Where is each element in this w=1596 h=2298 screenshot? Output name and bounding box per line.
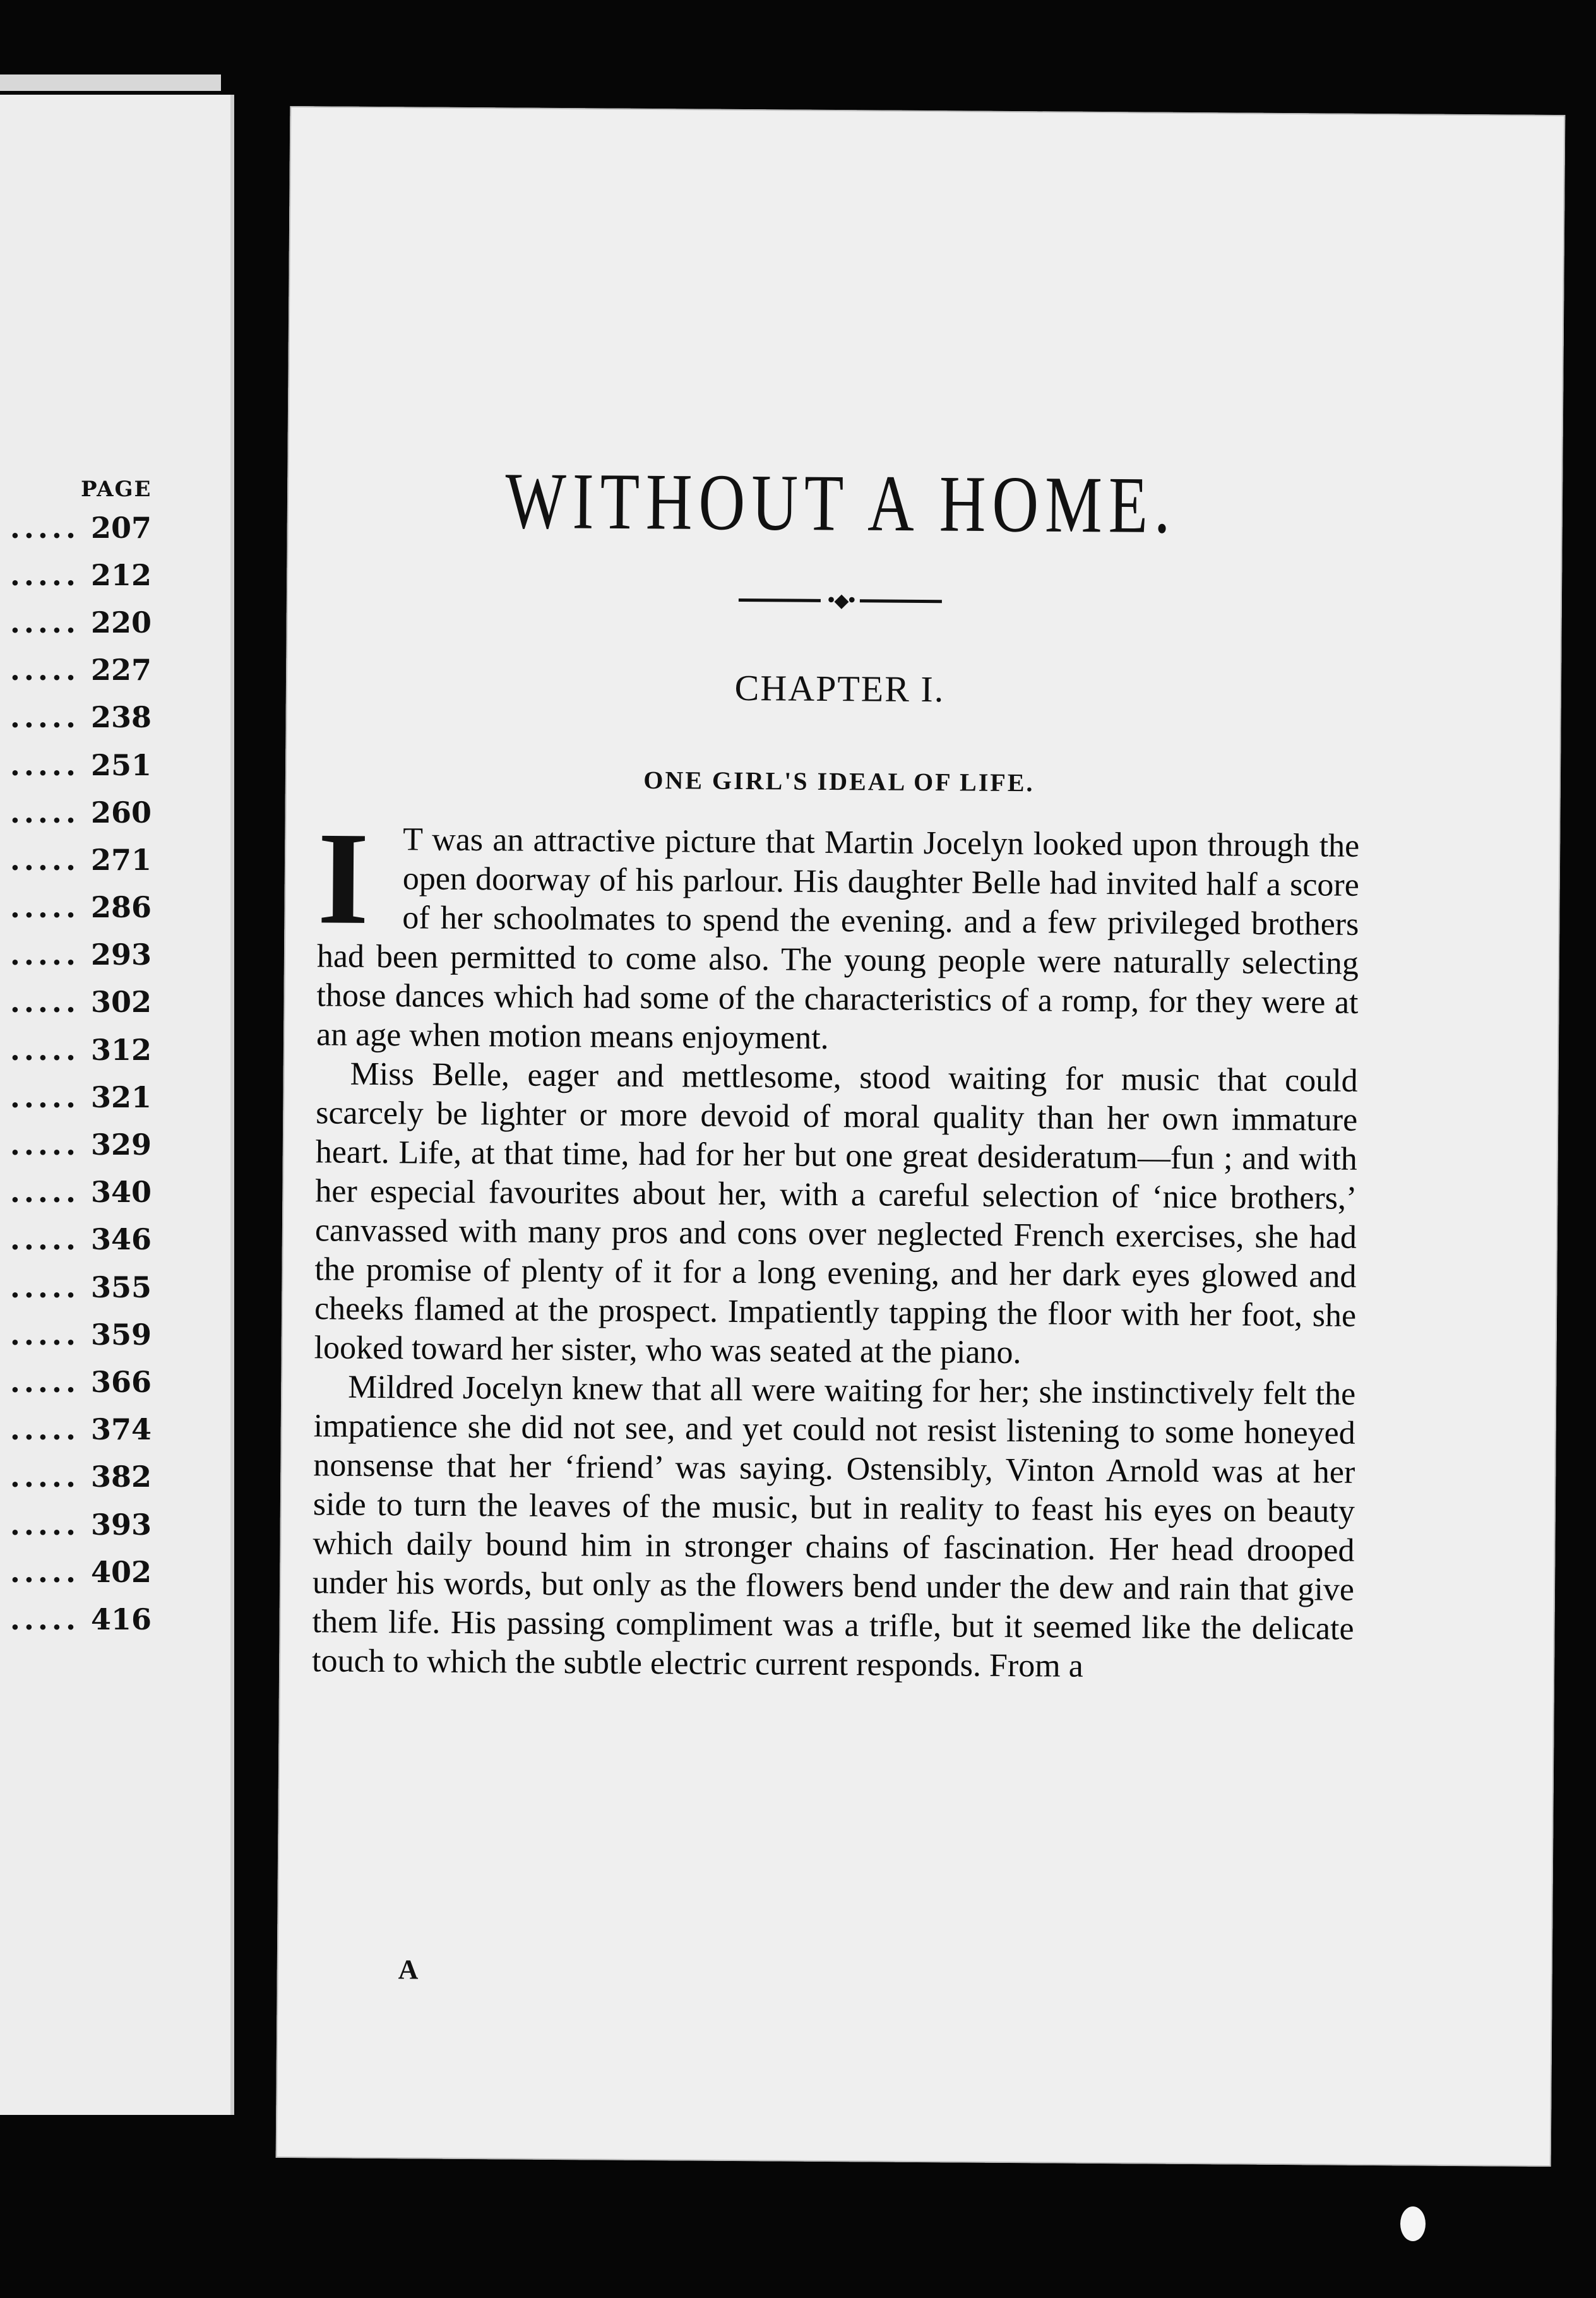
toc-entry	[0, 1406, 152, 1453]
toc-page-number: 359	[90, 1317, 152, 1352]
toc-entry	[0, 1263, 152, 1311]
paragraph: Miss Belle, eager and mettlesome, stood waiting for music that could scarcely be lighter or more devoid of moral quality than her own immature heart. Life, at that time, had for her but one great desideratum—fun ; and with her especial favourites about her, with a careful selection of ‘nice brothers,’ canvassed with many pros and cons over neglected French exercises, she had the promise of plenty of it for a long evening, and her dark eyes glowed and cheeks flamed at the prospect. Impatiently tapping the floor with her foot, she looked toward her sister, who was seated at the piano.	[314, 1056, 1358, 1371]
toc-entry	[0, 1026, 152, 1073]
toc-page-number: 251	[90, 747, 152, 782]
toc-page-number: 393	[90, 1507, 152, 1542]
toc-entry	[0, 1073, 152, 1121]
toc-page-number: 271	[90, 842, 152, 877]
toc-leader-dots: .....	[9, 842, 80, 877]
toc-entry	[0, 741, 152, 789]
toc-leader-dots: .....	[9, 1080, 80, 1114]
toc-entry	[0, 598, 152, 646]
toc-page-number: 220	[90, 605, 152, 640]
toc-leader-dots: .....	[9, 890, 80, 925]
toc-page-number: 212	[90, 557, 152, 592]
previous-page-edge	[0, 74, 221, 91]
ornament-dots: •◆•	[825, 589, 855, 612]
toc-entry	[0, 1311, 152, 1358]
toc-entry	[0, 836, 152, 883]
toc-page-number: 340	[90, 1175, 152, 1210]
toc-entry	[0, 979, 152, 1026]
toc-leader-dots: .....	[9, 1032, 80, 1067]
chapter-heading: CHAPTER I.	[734, 667, 945, 710]
toc-entry	[0, 1548, 152, 1595]
drop-cap-initial: I	[317, 805, 370, 952]
toc-page-number: 366	[90, 1364, 152, 1399]
toc-page-number: 227	[90, 653, 152, 688]
toc-leader-dots: .....	[9, 1270, 80, 1304]
toc-entry	[0, 1595, 152, 1643]
toc-leader-dots: .....	[9, 795, 80, 830]
chapter-subtitle: ONE GIRL'S IDEAL OF LIFE.	[643, 765, 1035, 797]
toc-leader-dots: .....	[9, 1412, 80, 1447]
toc-entry	[0, 884, 152, 931]
toc-entry	[0, 789, 152, 836]
toc-page-number-list	[0, 504, 152, 1643]
toc-leader-dots: .....	[9, 510, 80, 545]
toc-entry	[0, 694, 152, 741]
paragraph	[316, 805, 1360, 1062]
toc-page-number: 260	[90, 795, 152, 830]
title-ornament	[319, 586, 1361, 616]
toc-leader-dots: .....	[9, 1460, 80, 1494]
toc-page-header: PAGE	[81, 477, 152, 502]
toc-leader-dots: .....	[9, 1175, 80, 1210]
toc-leader-dots: .....	[9, 653, 80, 688]
toc-page-number: 293	[90, 938, 152, 972]
chapter-body-text	[311, 805, 1360, 1688]
book-page	[276, 106, 1566, 2167]
scan-speck	[1400, 2206, 1426, 2241]
toc-page-number: 329	[90, 1128, 152, 1162]
toc-entry	[0, 1501, 152, 1548]
toc-page-number: 321	[90, 1080, 152, 1114]
previous-page	[0, 95, 234, 2115]
book-title: WITHOUT A HOME.	[504, 456, 1177, 551]
toc-leader-dots: .....	[9, 1602, 80, 1636]
toc-page-number: 302	[90, 985, 152, 1020]
toc-leader-dots: .....	[9, 1507, 80, 1542]
toc-leader-dots: .....	[9, 1317, 80, 1352]
paragraph: Mildred Jocelyn knew that all were waiting for her; she instinctively felt the impatience she did not see, and yet could not resist listening to some honeyed nonsense that her ‘friend’ was saying. Ostensibly, Vinton Arnold was at her side to turn the leaves of the music, but in reality to feast his eyes on beauty which daily bound him in stronger chains of fascination. Her head drooped under his words, but only as the flowers bend under the dew and rain that give them life. His passing compliment was a trifle, but it seemed like the delicate touch to which the subtle electric current responds. From a	[311, 1369, 1356, 1684]
paragraph-text: T was an attractive picture that Martin Jocelyn looked upon through the open doorway of his parlour. His daughter Belle had invited half a score of her schoolmates to spend the evening. and a few privileged brothers had been permitted to come also. The young people were naturally selecting those dances which had some of the characteristics of a romp, for they were at an age when motion means enjoyment.	[316, 821, 1360, 1056]
toc-entry	[0, 1453, 152, 1501]
toc-entry	[0, 551, 152, 598]
toc-leader-dots: .....	[9, 700, 80, 735]
toc-page-number: 402	[90, 1554, 152, 1589]
toc-entry	[0, 1358, 152, 1405]
toc-page-number: 238	[90, 700, 152, 735]
toc-leader-dots: .....	[9, 938, 80, 972]
toc-page-number: 374	[90, 1412, 152, 1447]
toc-page-number: 416	[90, 1602, 152, 1636]
toc-leader-dots: .....	[9, 985, 80, 1020]
toc-page-number: 346	[90, 1222, 152, 1257]
toc-page-number: 382	[90, 1460, 152, 1494]
toc-leader-dots: .....	[9, 1222, 80, 1257]
signature-mark: A	[398, 1954, 419, 1985]
toc-entry	[0, 1169, 152, 1216]
toc-entry	[0, 646, 152, 694]
toc-leader-dots: .....	[9, 747, 80, 782]
ornament-rule-right	[860, 599, 942, 603]
page-content	[311, 106, 1364, 1985]
toc-leader-dots: .....	[9, 1554, 80, 1589]
toc-entry	[0, 1216, 152, 1263]
ornament-rule-left	[739, 598, 821, 602]
toc-page-number: 355	[90, 1270, 152, 1304]
toc-leader-dots: .....	[9, 1128, 80, 1162]
toc-page-number: 286	[90, 890, 152, 925]
toc-entry	[0, 504, 152, 551]
toc-leader-dots: .....	[9, 1364, 80, 1399]
toc-entry	[0, 1121, 152, 1168]
toc-page-number: 207	[90, 510, 152, 545]
toc-page-number: 312	[90, 1032, 152, 1067]
toc-leader-dots: .....	[9, 605, 80, 640]
toc-leader-dots: .....	[9, 557, 80, 592]
toc-entry	[0, 931, 152, 979]
